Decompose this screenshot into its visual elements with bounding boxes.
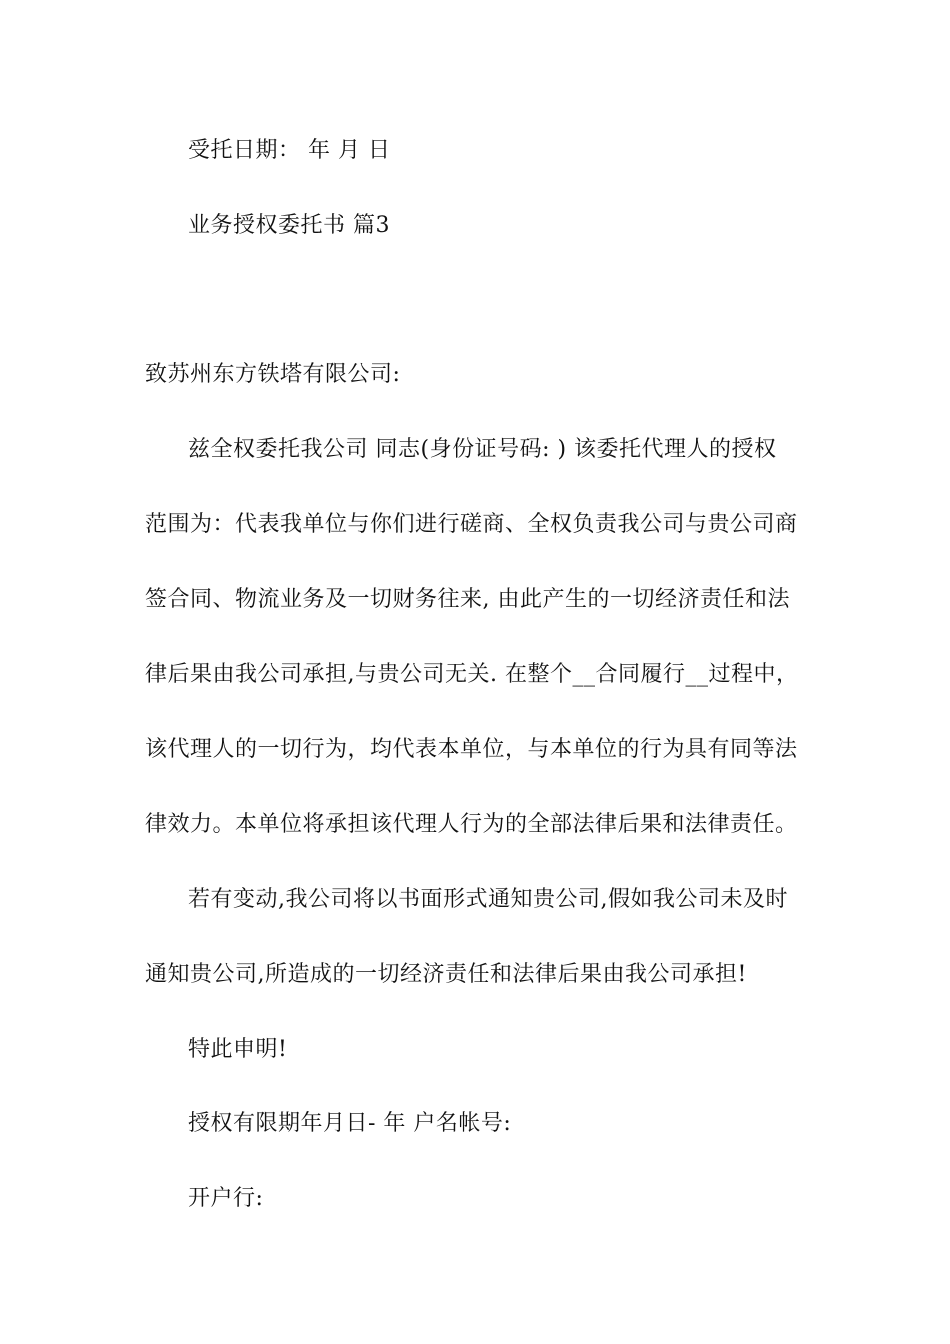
authorization-period: 授权有限期年月日- 年 户名帐号: [188,1111,512,1136]
paragraph-line: 通知贵公司,所造成的一切经济责任和法律后果由我公司承担! [145,962,747,987]
bank-line: 开户行: [188,1186,264,1211]
paragraph-line: 签合同、物流业务及一切财务往来, 由此产生的一切经济责任和法 [145,587,790,612]
paragraph-line: 范围为：代表我单位与你们进行磋商、全权负责我公司与贵公司商 [145,512,798,537]
paragraph-line: 律效力。本单位将承担该代理人行为的全部法律后果和法律责任。 [145,812,798,837]
addressee: 致苏州东方铁塔有限公司: [145,362,401,387]
section-title: 业务授权委托书 篇3 [188,213,390,238]
declaration: 特此申明! [188,1037,288,1062]
paragraph-line: 律后果由我公司承担,与贵公司无关. 在整个__合同履行__过程中， [145,662,799,687]
paragraph-line: 该代理人的一切行为，均代表本单位，与本单位的行为具有同等法 [145,737,798,762]
paragraph-line: 若有变动,我公司将以书面形式通知贵公司,假如我公司未及时 [188,887,788,912]
delegation-date: 受托日期： 年 月 日 [188,138,391,163]
paragraph-line: 兹全权委托我公司 同志(身份证号码: ) 该委托代理人的授权 [188,437,777,462]
